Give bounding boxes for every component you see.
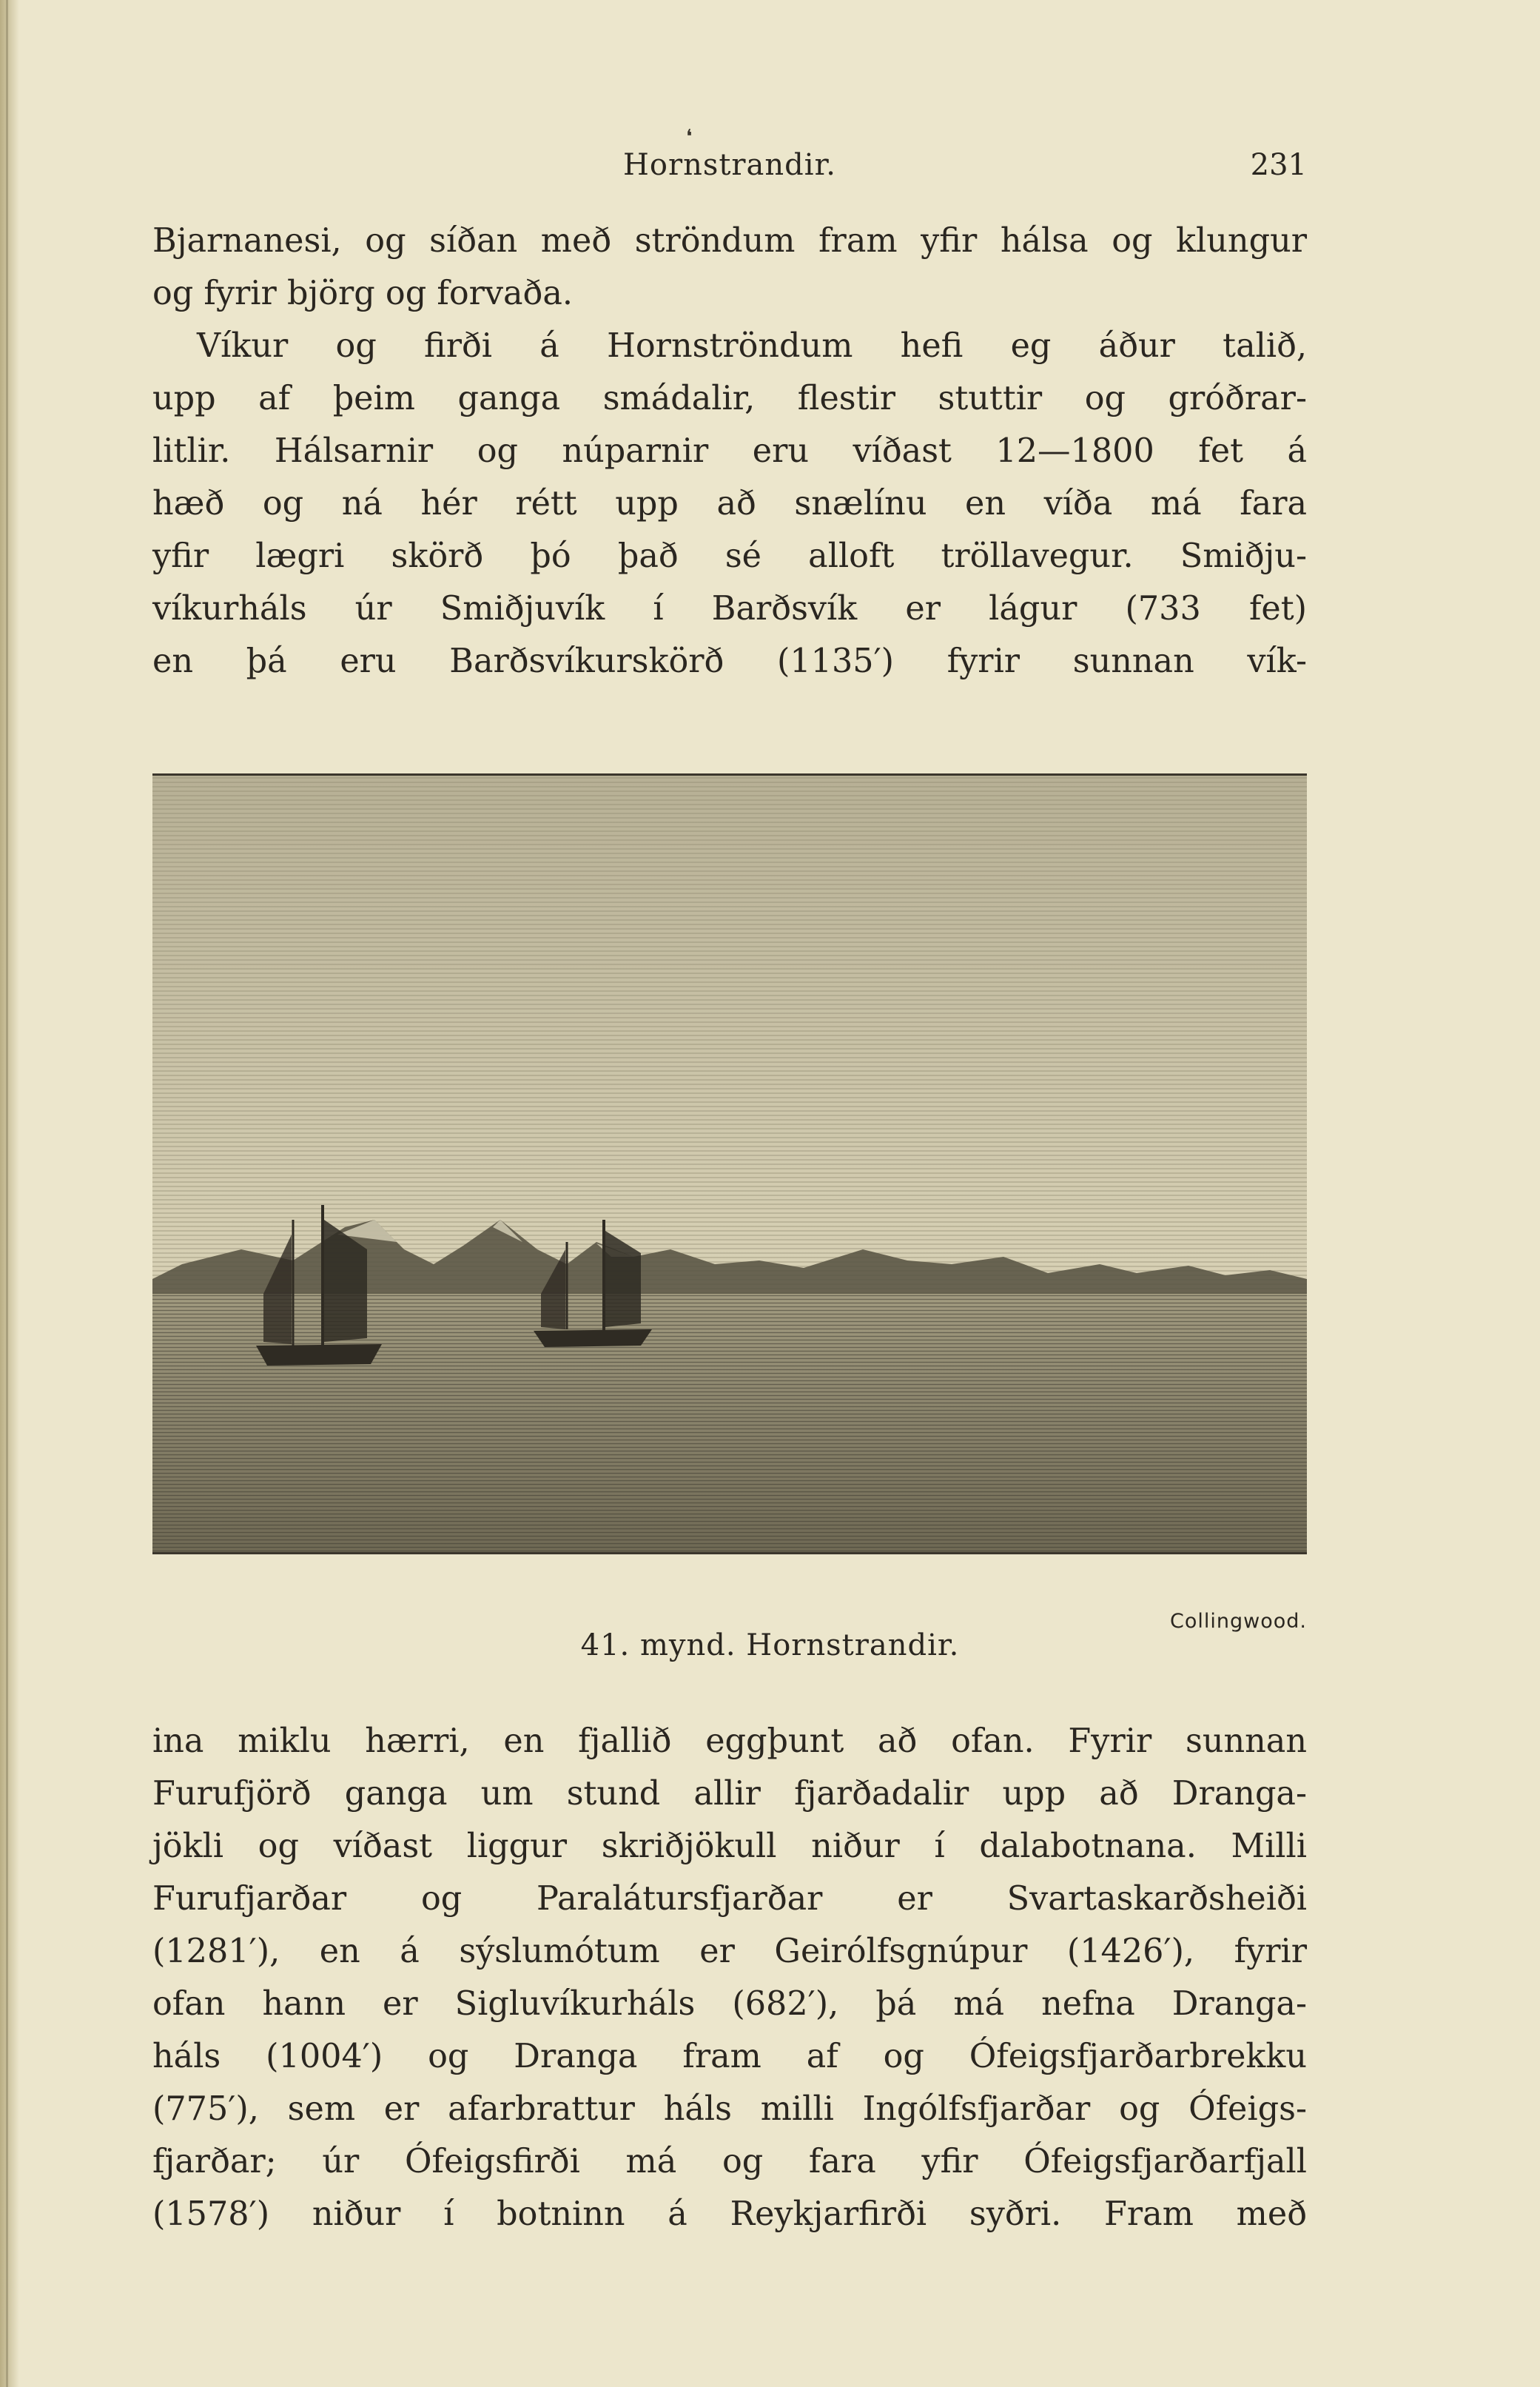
text-line: jökli og víðast liggur skriðjökull niður í dalabotnana. Milli	[152, 1827, 1307, 1865]
figure-illustration	[152, 773, 1307, 1554]
text-line: yfir lægri skörð þó það sé alloft tröllavegur. Smiðju-	[152, 537, 1307, 575]
printer-mark: ❛	[686, 126, 693, 148]
text-line: fjarðar; úr Ófeigsfirði má og fara yfir Ófeigsfjarðarfjall	[152, 2143, 1307, 2180]
text-line: en þá eru Barðsvíkurskörð (1135′) fyrir sunnan vík-	[152, 642, 1307, 680]
page-number: 231	[1250, 148, 1307, 182]
text-line: háls (1004′) og Dranga fram af og Ófeigsfjarðarbrekku	[152, 2038, 1307, 2075]
text-line: víkurháls úr Smiðjuvík í Barðsvík er lágur (733 fet)	[152, 590, 1307, 628]
text-line: hæð og ná hér rétt upp að snælínu en víða má fara	[152, 485, 1307, 523]
figure-credit: Collingwood.	[1170, 1610, 1307, 1633]
text-line: Furufjarðar og Paralátursfjarðar er Svartaskarðsheiði	[152, 1880, 1307, 1918]
text-line: ofan hann er Sigluvíkurháls (682′), þá má nefna Dranga-	[152, 1985, 1307, 2023]
text-line: Víkur og firði á Hornströndum hefi eg áður talið,	[197, 327, 1307, 365]
text-block-bottom	[152, 1715, 1307, 2240]
book-gutter	[0, 0, 19, 2387]
running-header	[152, 148, 1307, 192]
text-line: (775′), sem er afarbrattur háls milli Ingólfsfjarðar og Ófeigs-	[152, 2090, 1307, 2128]
text-line: upp af þeim ganga smádalir, flestir stuttir og gróðrar-	[152, 380, 1307, 417]
engraving-image	[152, 776, 1307, 1552]
text-line: (1281′), en á sýslumótum er Geirólfsgnúpur (1426′), fyrir	[152, 1933, 1307, 1970]
text-line: litlir. Hálsarnir og núparnir eru víðast 12—1800 fet á	[152, 432, 1307, 470]
running-title: Hornstrandir.	[622, 148, 837, 182]
figure-caption: 41. mynd. Hornstrandir.	[580, 1628, 960, 1662]
text-line: Bjarnanesi, og síðan með ströndum fram yfir hálsa og klungur	[152, 222, 1307, 260]
text-line: (1578′) niður í botninn á Reykjarfirði syðri. Fram með	[152, 2195, 1307, 2233]
sky-hatching	[152, 776, 1307, 1294]
text-line: Furufjörð ganga um stund allir fjarðadalir upp að Dranga-	[152, 1775, 1307, 1813]
text-line: og fyrir björg og forvaða.	[152, 275, 574, 312]
text-block-top	[152, 215, 1307, 688]
text-line: ina miklu hærri, en fjallið eggþunt að ofan. Fyrir sunnan	[152, 1722, 1307, 1760]
